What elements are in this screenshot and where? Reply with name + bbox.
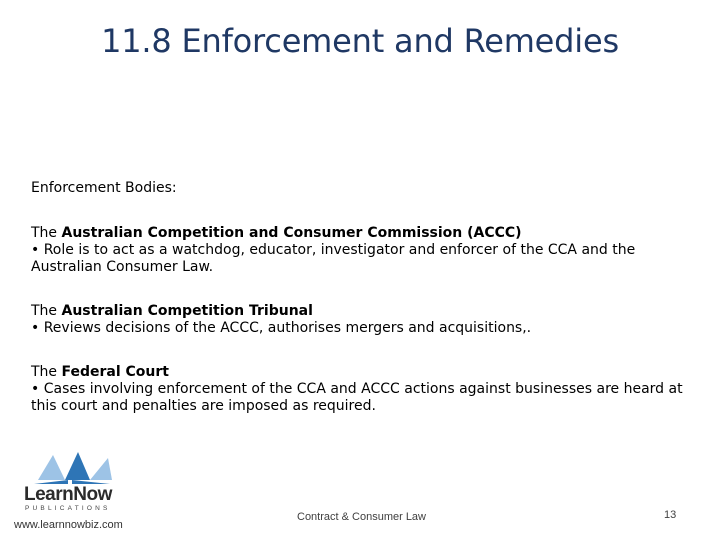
section-name: Australian Competition Tribunal xyxy=(61,303,313,319)
section-name: Australian Competition and Consumer Commission (ACCC) xyxy=(61,225,522,241)
slide-body xyxy=(31,180,691,442)
section-tribunal xyxy=(31,303,691,337)
section-prefix: The xyxy=(31,225,62,241)
logo-name: LearnNow xyxy=(24,484,112,505)
footer-course-title: Contract & Consumer Law xyxy=(297,511,426,523)
section-prefix: The xyxy=(31,364,62,380)
section-heading xyxy=(31,303,691,320)
section-bullet: • Role is to act as a watchdog, educator, investigator and enforcer of the CCA and the Australian Consumer Law. xyxy=(31,242,636,275)
section-heading xyxy=(31,225,691,242)
section-name: Federal Court xyxy=(61,364,169,380)
slide-title: 11.8 Enforcement and Remedies xyxy=(101,22,619,60)
intro-text: Enforcement Bodies: xyxy=(31,180,177,196)
section-prefix: The xyxy=(31,303,62,319)
section-accc xyxy=(31,225,691,276)
logo-subtitle: PUBLICATIONS xyxy=(25,505,111,512)
page-number: 13 xyxy=(664,509,677,521)
section-bullet: • Reviews decisions of the ACCC, authorises mergers and acquisitions,. xyxy=(31,320,532,336)
section-heading xyxy=(31,364,691,381)
website-link[interactable]: www.learnnowbiz.com xyxy=(14,519,123,531)
section-bullet: • Cases involving enforcement of the CCA and ACCC actions against businesses are heard at this court and penalties are imposed as required. xyxy=(31,381,683,414)
section-federal-court xyxy=(31,364,691,415)
